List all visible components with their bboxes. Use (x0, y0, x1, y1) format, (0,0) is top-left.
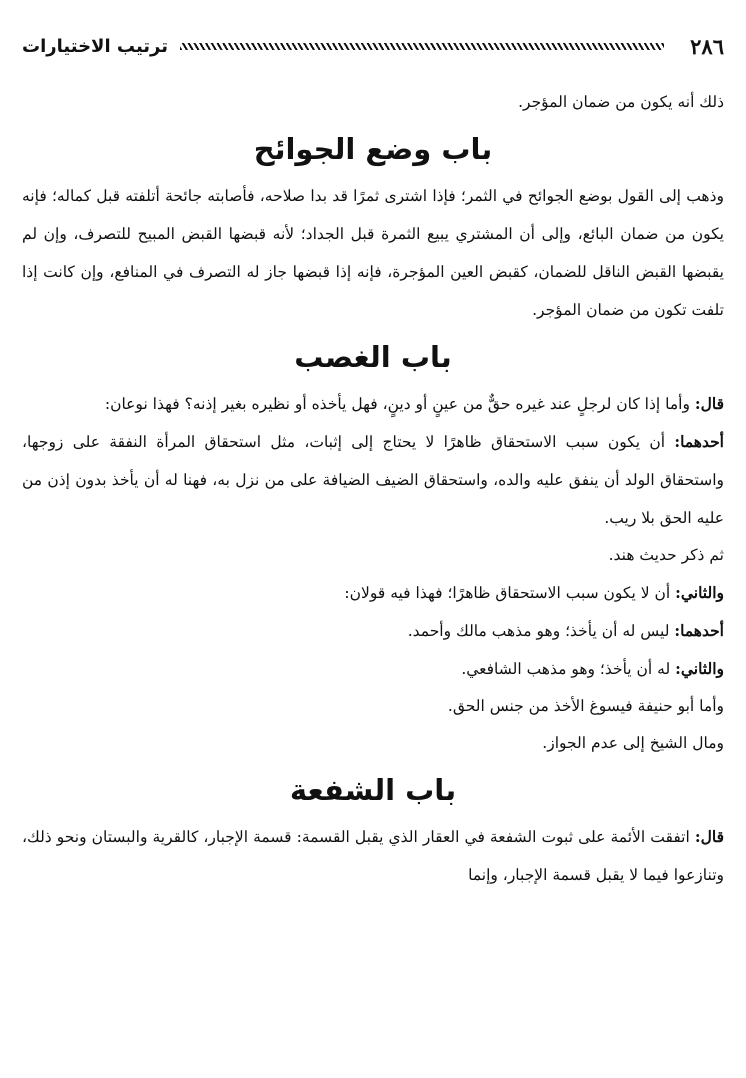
section-heading: باب الغصب (294, 340, 452, 374)
paragraph (22, 688, 724, 725)
paragraph (22, 818, 724, 894)
paragraph-text: ذلك أنه يكون من ضمان المؤجر. (518, 93, 724, 111)
paragraph (22, 423, 724, 537)
header-rule (180, 43, 664, 50)
paragraph (22, 650, 724, 688)
paragraph-text: له أن يأخذ؛ وهو مذهب الشافعي. (461, 660, 671, 678)
page-header (22, 30, 724, 62)
section-heading: باب وضع الجوائح (253, 132, 493, 166)
paragraph-lead: والثاني: (675, 659, 724, 678)
paragraph-text: ليس له أن يأخذ؛ وهو مذهب مالك وأحمد. (407, 622, 670, 640)
paragraph-text: ثم ذكر حديث هند. (608, 546, 724, 564)
section-heading: باب الشفعة (289, 773, 457, 807)
paragraph (22, 84, 724, 121)
paragraph-text: وأما إذا كان لرجلٍ عند غيره حقٌّ من عينٍ أو دينٍ، فهل يأخذه أو نظيره بغير إذنه؟ فهذا نوعان: (104, 395, 690, 413)
paragraph-text: أن لا يكون سبب الاستحقاق ظاهرًا؛ فهذا فيه قولان: (344, 584, 671, 602)
paragraph-lead: قال: (694, 827, 724, 846)
paragraph-text: وذهب إلى القول بوضع الجوائح في الثمر؛ فإذا اشترى ثمرًا قد بدا صلاحه، فأصابته جائحة أتلفته قبل كماله؛ فإنه يكون من ضمان البائع، وإلى أن المشتري يبيع الثمرة قبل الجداد؛ لأنه قبضها القبض المبيح للتصرف، وإن لم يقبضها القبض الناقل للضمان، كقبض العين المؤجرة، فإنه إذا قبضها جاز له التصرف في المنافع، وإن كانت إذا تلفت تكون من ضمان المؤجر. (22, 187, 724, 319)
book-title: ترتيب الاختيارات (22, 35, 169, 57)
paragraph (22, 385, 724, 423)
page-number: ٢٨٦ (690, 33, 724, 59)
paragraph (22, 612, 724, 650)
paragraph-text: اتفقت الأئمة على ثبوت الشفعة في العقار الذي يقبل القسمة: قسمة الإجبار، كالقرية والبستان ونحو ذلك، وتنازعوا فيما لا يقبل قسمة الإجبار، وإنما (22, 828, 724, 884)
paragraph-text: ومال الشيخ إلى عدم الجواز. (542, 734, 724, 752)
paragraph-text: وأما أبو حنيفة فيسوغ الأخذ من جنس الحق. (447, 697, 724, 715)
paragraph-lead: والثاني: (675, 583, 724, 602)
paragraph-lead: قال: (694, 394, 724, 413)
page-body (22, 84, 724, 894)
paragraph (22, 177, 724, 329)
paragraph (22, 574, 724, 612)
paragraph-lead: أحدهما: (674, 432, 724, 451)
paragraph-lead: أحدهما: (674, 621, 724, 640)
paragraph (22, 537, 724, 574)
paragraph (22, 725, 724, 762)
paragraph-text: أن يكون سبب الاستحقاق ظاهرًا لا يحتاج إلى إثبات، مثل استحقاق المرأة النفقة على زوجها، واستحقاق الولد أن ينفق عليه والده، واستحقاق الضيف الضيافة على من نزل به، فهنا له أن يأخذ بدون إذن من عليه الحق بلا ريب. (22, 433, 724, 527)
